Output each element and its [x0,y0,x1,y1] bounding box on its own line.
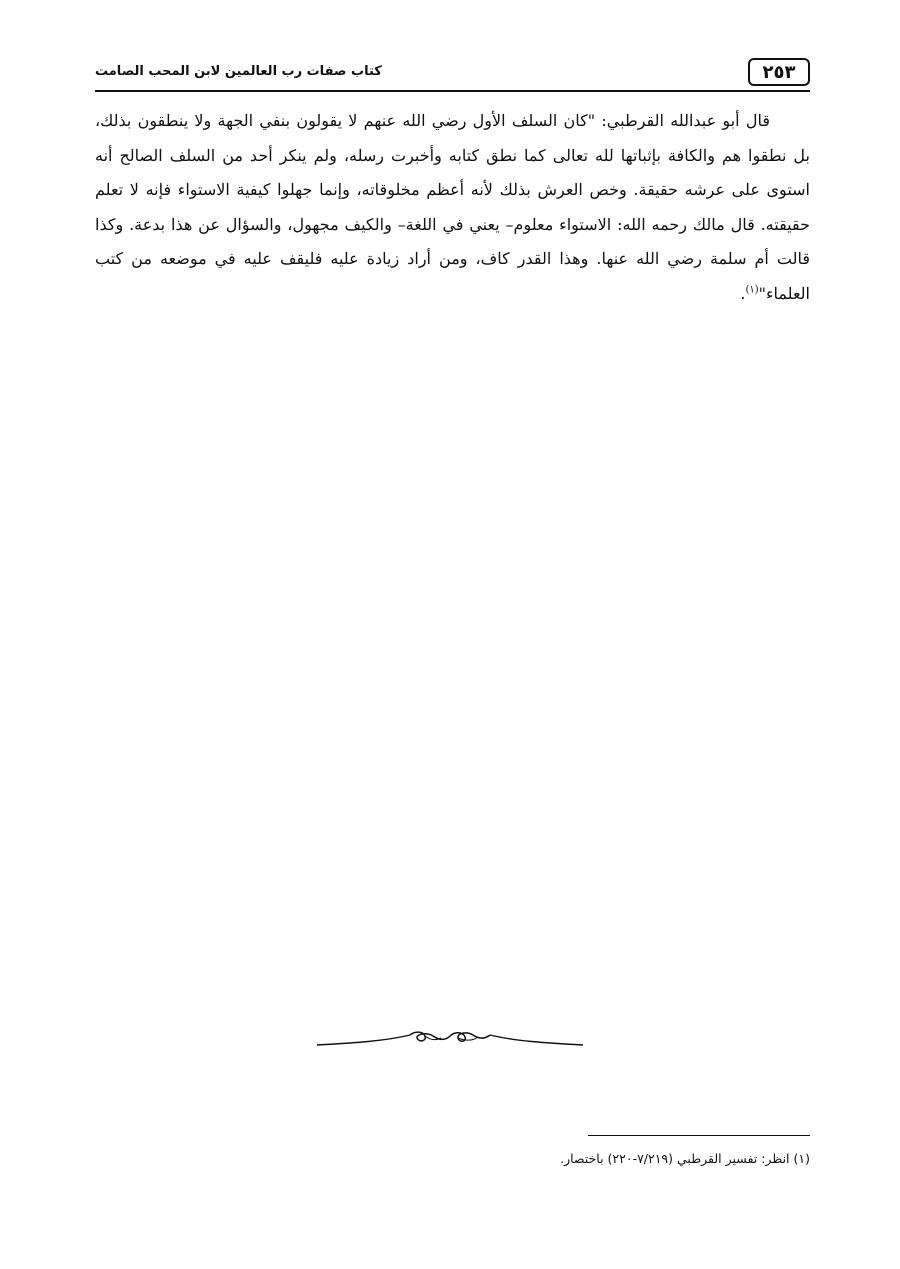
footnote-divider [588,1135,810,1136]
header-divider [95,90,810,92]
main-text [95,104,810,312]
running-title: كتاب صفات رب العالمين لابن المحب الصامت [95,64,382,79]
quote-paragraph [95,104,810,312]
page-header [95,56,810,90]
paragraph-text: قال أبو عبدالله القرطبي: "كان السلف الأول رضي الله عنهم لا يقولون بنفي الجهة ولا ينطقون بذلك، بل نطقوا هم والكافة بإثباتها لله تعالى كما نطق كتابه وأخبرت رسله، ولم ينكر أحد من السلف الصالح أنه استوى على عرشه حقيقة. وخص العرش بذلك لأنه أعظم مخلوقاته، وإنما جهلوا كيفية الاستواء فإنه لا تعلم حقيقته. قال مالك رحمه الله: الاستواء معلوم– يعني في اللغة– والكيف مجهول، والسؤال عن هذا بدعة. وكذا قالت أم سلمة رضي الله عنها. وهذا القدر كاف، ومن أراد زيادة عليه فليقف عليه في موضعه من كتب العلماء" [95,111,811,303]
section-ornament-icon [315,1027,585,1051]
page-number: ٢٥٣ [748,58,810,86]
paragraph-end: . [740,283,746,303]
footnote-reference: (١) [745,284,759,296]
footnote-1: (١) انظر: تفسير القرطبي (٧/٢١٩-٢٢٠) باختصار. [560,1151,810,1166]
